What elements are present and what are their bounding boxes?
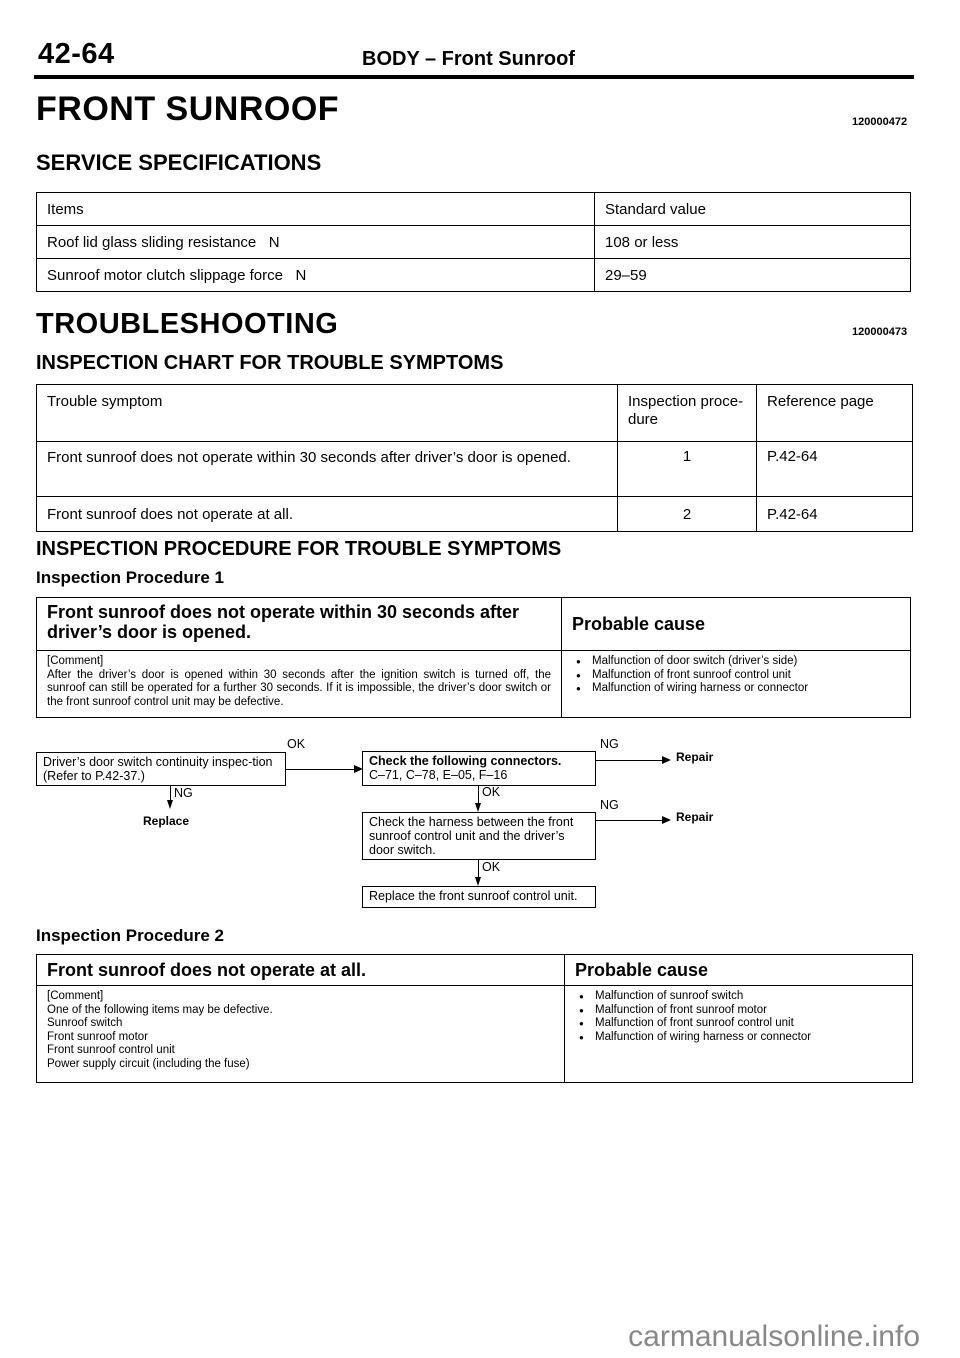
table-row (37, 497, 913, 532)
title-code: 120000472 (852, 116, 908, 128)
table-header-cell: Items (37, 193, 595, 226)
flow-label-ng: NG (174, 786, 193, 800)
procedure1-comment-cell (37, 651, 562, 718)
list-item: ● Malfunction of door switch (driver’s side) (572, 655, 900, 669)
flow-label-ok: OK (482, 785, 501, 799)
troubleshooting-heading: TROUBLESHOOTING (36, 308, 339, 340)
comment-line: Front sunroof motor (47, 1030, 148, 1043)
flow-result-repair: Repair (676, 810, 714, 824)
arrow-down-icon (167, 800, 173, 809)
procedure2-comment-cell (37, 986, 565, 1083)
procedure1-cause-heading: Probable cause (562, 598, 911, 651)
flow-box-title: Check the following connectors. (369, 754, 562, 768)
inspection-chart-table (36, 384, 913, 532)
table-header-cell: Trouble symptom (37, 385, 618, 442)
procedure2-table (36, 954, 913, 1083)
list-item: ● Malfunction of wiring harness or connector (575, 1031, 902, 1045)
page-title: FRONT SUNROOF (36, 90, 340, 128)
table-cell: Front sunroof does not operate within 30 seconds after driver’s door is opened. (37, 442, 618, 497)
procedure2-cause-heading: Probable cause (565, 955, 913, 986)
troubleshooting-code: 120000473 (852, 326, 908, 338)
comment-label: [Comment] (47, 655, 104, 667)
table-cell: Sunroof motor clutch slippage force N (37, 259, 595, 292)
procedure-heading: INSPECTION PROCEDURE FOR TROUBLE SYMPTOMS (36, 538, 562, 560)
flow-result-replace: Replace (143, 814, 190, 828)
table-row (37, 598, 911, 651)
procedure2-causes-cell (565, 986, 913, 1083)
list-item: ● Malfunction of sunroof switch (575, 990, 902, 1004)
table-cell: 1 (618, 442, 757, 497)
list-item: ● Malfunction of front sunroof control unit (575, 1017, 902, 1031)
page-number: 42-64 (38, 38, 115, 70)
flow-box-check-connectors (362, 751, 596, 786)
flow-box-replace-control-unit: Replace the front sunroof control unit. (362, 886, 596, 908)
table-cell: Roof lid glass sliding resistance N (37, 226, 595, 259)
comment-label: [Comment] (47, 990, 104, 1002)
watermark: carmanualsonline.info (628, 1320, 920, 1353)
comment-line: One of the following items may be defective. (47, 1003, 273, 1016)
table-row (37, 442, 913, 497)
comment-line: Front sunroof control unit (47, 1044, 175, 1056)
procedure1-table (36, 597, 911, 718)
procedure2-symptom: Front sunroof does not operate at all. (37, 955, 565, 986)
comment-line: Power supply circuit (including the fuse) (47, 1057, 250, 1070)
flow-box-connector-list: C–71, C–78, E–05, F–16 (369, 768, 508, 782)
table-cell: 29–59 (595, 259, 911, 292)
arrow-down-icon (475, 877, 481, 886)
inspection-chart-heading: INSPECTION CHART FOR TROUBLE SYMPTOMS (36, 352, 504, 374)
section-title: BODY – Front Sunroof (362, 48, 575, 70)
arrow-down-icon (475, 803, 481, 812)
flow-label-ok: OK (482, 860, 501, 874)
table-row (37, 259, 911, 292)
table-cell: P.42-64 (757, 497, 913, 532)
service-spec-table (36, 192, 911, 292)
table-cell: P.42-64 (757, 442, 913, 497)
flow-result-repair: Repair (676, 750, 714, 764)
table-header-cell: Reference page (757, 385, 913, 442)
table-row (37, 986, 913, 1083)
procedure1-causes-cell (562, 651, 911, 718)
table-row (37, 385, 913, 442)
flow-box-check-harness: Check the harness between the front sunroof control unit and the driver’s door switch. (362, 812, 596, 860)
flow-label-ok: OK (287, 737, 306, 751)
comment-line: Sunroof switch (47, 1017, 123, 1029)
procedure2-title: Inspection Procedure 2 (36, 926, 224, 945)
table-row (37, 193, 911, 226)
procedure1-symptom: Front sunroof does not operate within 30 seconds after driver’s door is opened. (37, 598, 562, 651)
flow-connector (596, 820, 666, 821)
table-cell: 2 (618, 497, 757, 532)
table-header-cell: Inspection proce-dure (618, 385, 757, 442)
table-cell: Front sunroof does not operate at all. (37, 497, 618, 532)
header-divider (34, 75, 914, 79)
service-spec-heading: SERVICE SPECIFICATIONS (36, 150, 322, 175)
arrow-right-icon (662, 756, 671, 764)
flow-connector (596, 760, 666, 761)
flow-connector (286, 769, 358, 770)
table-row (37, 651, 911, 718)
flow-label-ng: NG (600, 798, 619, 812)
flow-box-door-switch-inspection: Driver’s door switch continuity inspec-tion (Refer to P.42-37.) (36, 752, 286, 786)
table-cell: 108 or less (595, 226, 911, 259)
arrow-right-icon (662, 816, 671, 824)
table-row (37, 226, 911, 259)
flow-label-ng: NG (600, 737, 619, 751)
table-row (37, 955, 913, 986)
procedure1-title: Inspection Procedure 1 (36, 568, 224, 587)
comment-text: After the driver’s door is opened within 30 seconds after the ignition switch is turned off, the sunroof can still be operated for a further 30 seconds. If it is impossible, the driver’s door switch or the front sunroof control unit may be defective. (47, 668, 551, 708)
list-item: ● Malfunction of wiring harness or connector (572, 682, 900, 696)
table-header-cell: Standard value (595, 193, 911, 226)
list-item: ● Malfunction of front sunroof control unit (572, 669, 900, 683)
list-item: ● Malfunction of front sunroof motor (575, 1004, 902, 1018)
